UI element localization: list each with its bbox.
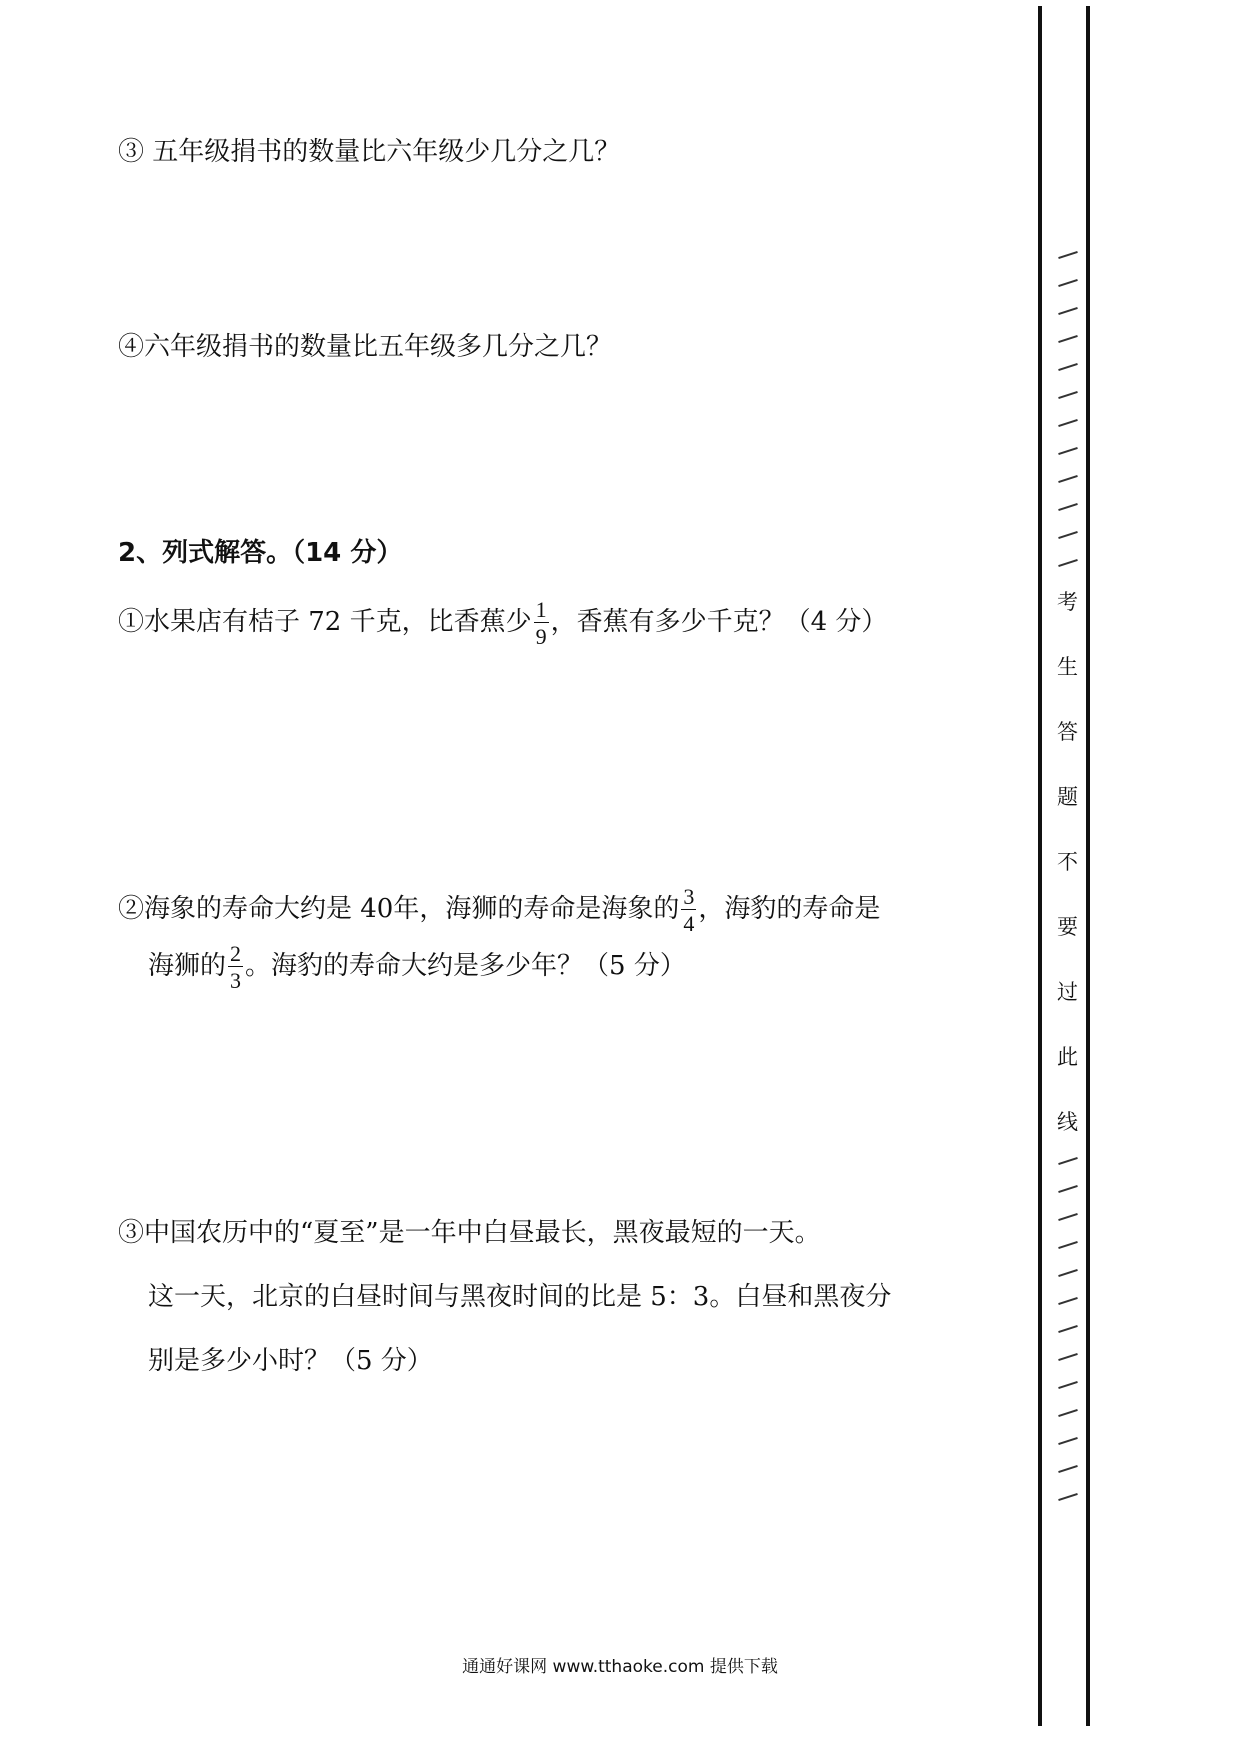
margin-char-1: 考 [1057, 590, 1078, 614]
section-2-question-2-line-2 [148, 942, 686, 992]
q2-fraction-2-numerator: 2 [230, 941, 242, 966]
margin-char-5: 不 [1057, 850, 1078, 874]
binding-line-left [1038, 6, 1042, 1726]
q1-fraction-numerator: 1 [535, 597, 547, 622]
section-2-question-3-line-2: 这一天，北京的白昼时间与黑夜时间的比是 5：3。白昼和黑夜分 [148, 1282, 892, 1312]
q2-fraction-2 [228, 942, 243, 992]
margin-char-6: 要 [1057, 915, 1078, 939]
q1-text-before: ①水果店有桔子 72 千克，比香蕉少 [118, 607, 532, 638]
margin-char-9: 线 [1057, 1110, 1078, 1134]
q2-fraction-2-denominator: 3 [230, 968, 242, 994]
question-4-part1: ④六年级捐书的数量比五年级多几分之几？ [118, 332, 613, 362]
section-2-heading: 2、列式解答。（14 分） [118, 538, 403, 568]
margin-char-7: 过 [1057, 980, 1078, 1004]
q2-line1-after: ，海豹的寿命是 [698, 894, 881, 925]
q1-text-after: ，香蕉有多少千克？（4 分） [550, 607, 888, 638]
question-3-part1: ③ 五年级捐书的数量比六年级少几分之几？ [118, 137, 621, 167]
q2-fraction-1 [681, 885, 696, 935]
margin-char-3: 答 [1057, 720, 1078, 744]
q1-fraction-denominator: 9 [535, 624, 547, 650]
binding-line-right [1086, 6, 1090, 1726]
margin-char-4: 题 [1057, 785, 1078, 809]
margin-char-2: 生 [1057, 655, 1078, 679]
q1-fraction [534, 598, 549, 648]
q2-fraction-1-denominator: 4 [683, 911, 695, 937]
section-2-question-3-line-3: 别是多少小时？（5 分） [148, 1346, 433, 1376]
q2-line2-after: 。海豹的寿命大约是多少年？（5 分） [245, 951, 686, 982]
page-footer: 通通好课网 www.tthaoke.com 提供下载 [462, 1657, 778, 1677]
section-2-question-3-line-1: ③中国农历中的“夏至”是一年中白昼最长，黑夜最短的一天。 [118, 1218, 821, 1248]
section-2-question-1 [118, 598, 887, 648]
q2-fraction-1-numerator: 3 [683, 884, 695, 909]
q2-line1-before: ②海象的寿命大约是 40年，海狮的寿命是海象的 [118, 894, 680, 925]
section-2-question-2-line-1 [118, 885, 880, 935]
margin-char-8: 此 [1057, 1045, 1078, 1069]
q2-line2-before: 海狮的 [148, 951, 227, 982]
